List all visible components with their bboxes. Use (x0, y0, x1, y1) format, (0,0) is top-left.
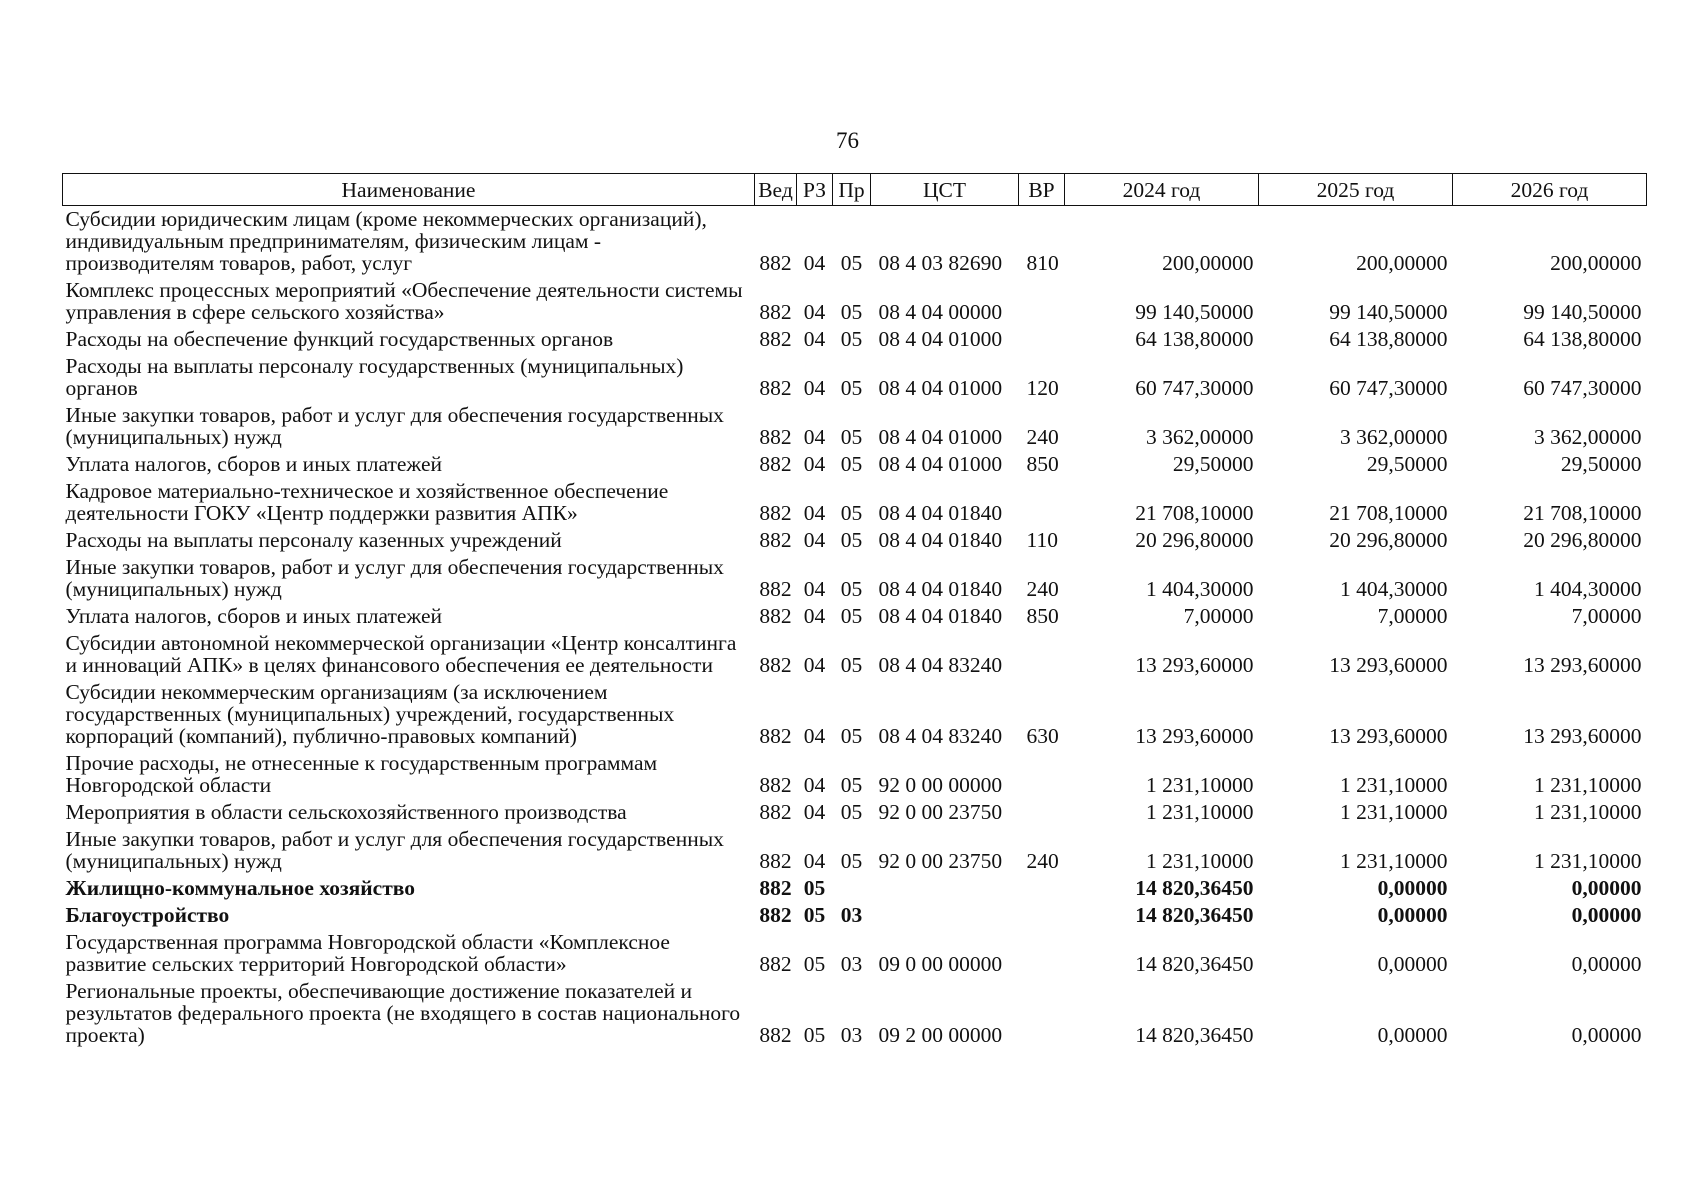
cell-rz: 04 (803, 604, 826, 628)
header-rz: РЗ (797, 174, 833, 206)
cell-y2025: 60 747,30000 (1329, 376, 1448, 400)
cell-cst: 08 4 04 00000 (878, 300, 1003, 324)
cell-ved: 882 (759, 501, 792, 525)
cell-y2026: 1 231,10000 (1534, 773, 1642, 797)
cell-cst: 08 4 03 82690 (878, 251, 1003, 275)
cell-ved: 882 (759, 724, 792, 748)
table-row (63, 206, 1647, 278)
table-row (63, 527, 1647, 554)
cell-vr: 810 (1026, 251, 1059, 275)
cell-y2026: 60 747,30000 (1523, 376, 1642, 400)
cell-y2026: 0,00000 (1571, 1023, 1642, 1047)
cell-cst: 08 4 04 01000 (878, 425, 1003, 449)
table-row (63, 902, 1647, 929)
cell-name: Расходы на выплаты персоналу государственных (муниципальных) органов (65, 354, 684, 400)
cell-y2026: 13 293,60000 (1523, 653, 1642, 677)
cell-ved: 882 (759, 300, 792, 324)
cell-name: Комплекс процессных мероприятий «Обеспечение деятельности системы управления в сфере сельского хозяйства» (65, 278, 743, 324)
budget-table (62, 173, 1647, 1049)
cell-name: Жилищно-коммунальное хозяйство (65, 876, 416, 900)
cell-rz: 05 (803, 1023, 826, 1047)
page-number: 76 (836, 128, 859, 153)
cell-ved: 882 (759, 876, 792, 900)
table-row (63, 277, 1647, 326)
cell-vr (1019, 630, 1065, 679)
table-row (63, 630, 1647, 679)
cell-cst: 08 4 04 01840 (878, 501, 1003, 525)
cell-ved: 882 (759, 528, 792, 552)
cell-y2025: 29,50000 (1366, 452, 1448, 476)
header-name: Наименование (63, 174, 755, 206)
cell-vr (1019, 750, 1065, 799)
cell-name: Уплата налогов, сборов и иных платежей (65, 452, 443, 476)
cell-y2024: 1 231,10000 (1146, 800, 1254, 824)
cell-y2026: 1 231,10000 (1534, 849, 1642, 873)
cell-rz: 05 (803, 903, 826, 927)
cell-pr: 05 (840, 425, 863, 449)
cell-name: Субсидии некоммерческим организациям (за исключением государственных (муниципальных) учреждений, государственных корпораций (компаний), публично-правовых компаний) (65, 680, 675, 748)
cell-cst: 08 4 04 01000 (878, 452, 1003, 476)
cell-pr: 05 (840, 300, 863, 324)
cell-y2024: 200,00000 (1162, 251, 1254, 275)
cell-pr: 05 (840, 528, 863, 552)
cell-name: Государственная программа Новгородской области «Комплексное развитие сельских территорий Новгородской области» (65, 930, 670, 976)
header-pr: Пр (833, 174, 871, 206)
cell-y2025: 0,00000 (1377, 903, 1448, 927)
cell-y2024: 13 293,60000 (1135, 724, 1254, 748)
cell-rz: 04 (803, 773, 826, 797)
cell-ved: 882 (759, 577, 792, 601)
cell-y2026: 3 362,00000 (1534, 425, 1642, 449)
cell-vr (1019, 326, 1065, 353)
cell-ved: 882 (759, 952, 792, 976)
table-row (63, 353, 1647, 402)
cell-y2025: 1 404,30000 (1340, 577, 1448, 601)
cell-ved: 882 (759, 376, 792, 400)
cell-y2024: 14 820,36450 (1135, 952, 1254, 976)
cell-pr: 05 (840, 849, 863, 873)
cell-rz: 04 (803, 528, 826, 552)
cell-ved: 882 (759, 773, 792, 797)
table-row (63, 451, 1647, 478)
cell-y2026: 29,50000 (1560, 452, 1642, 476)
cell-pr: 05 (840, 376, 863, 400)
cell-name: Иные закупки товаров, работ и услуг для обеспечения государственных (муниципальных) нужд (65, 403, 724, 449)
cell-pr: 05 (840, 501, 863, 525)
cell-vr (1019, 799, 1065, 826)
cell-y2025: 1 231,10000 (1340, 800, 1448, 824)
cell-y2025: 0,00000 (1377, 952, 1448, 976)
cell-y2025: 3 362,00000 (1340, 425, 1448, 449)
cell-name: Иные закупки товаров, работ и услуг для обеспечения государственных (муниципальных) нужд (65, 555, 724, 601)
cell-ved: 882 (759, 653, 792, 677)
cell-rz: 04 (803, 376, 826, 400)
cell-rz: 04 (803, 425, 826, 449)
cell-vr (1019, 478, 1065, 527)
table-row (63, 402, 1647, 451)
table-header (63, 174, 1647, 206)
cell-cst: 92 0 00 23750 (878, 849, 1003, 873)
cell-y2026: 1 231,10000 (1534, 800, 1642, 824)
cell-y2026: 1 404,30000 (1534, 577, 1642, 601)
cell-y2024: 3 362,00000 (1146, 425, 1254, 449)
cell-cst: 08 4 04 83240 (878, 653, 1003, 677)
cell-y2025: 1 231,10000 (1340, 773, 1448, 797)
cell-y2026: 99 140,50000 (1523, 300, 1642, 324)
cell-cst: 09 2 00 00000 (878, 1023, 1003, 1047)
cell-vr: 240 (1026, 849, 1059, 873)
cell-vr (1019, 902, 1065, 929)
cell-y2026: 0,00000 (1571, 952, 1642, 976)
cell-cst: 08 4 04 83240 (878, 724, 1003, 748)
cell-rz: 04 (803, 452, 826, 476)
cell-name: Субсидии автономной некоммерческой организации «Центр консалтинга и инноваций АПК» в целях финансового обеспечения ее деятельности (65, 631, 737, 677)
table-row (63, 750, 1647, 799)
cell-ved: 882 (759, 452, 792, 476)
cell-name: Уплата налогов, сборов и иных платежей (65, 604, 443, 628)
cell-name: Субсидии юридическим лицам (кроме некоммерческих организаций), индивидуальным предпринимателям, физическим лицам - производителям товаров, работ, услуг (65, 207, 707, 275)
cell-vr: 630 (1026, 724, 1059, 748)
cell-y2024: 1 404,30000 (1146, 577, 1254, 601)
cell-rz: 04 (803, 327, 826, 351)
table-row (63, 799, 1647, 826)
cell-vr (1019, 875, 1065, 902)
cell-y2025: 13 293,60000 (1329, 724, 1448, 748)
cell-pr: 05 (840, 452, 863, 476)
cell-y2026: 20 296,80000 (1523, 528, 1642, 552)
cell-name: Мероприятия в области сельскохозяйственного производства (65, 800, 627, 824)
cell-cst: 08 4 04 01840 (878, 577, 1003, 601)
cell-ved: 882 (759, 604, 792, 628)
cell-rz: 05 (803, 952, 826, 976)
cell-y2025: 13 293,60000 (1329, 653, 1448, 677)
cell-pr: 05 (840, 327, 863, 351)
cell-name: Региональные проекты, обеспечивающие достижение показателей и результатов федерального проекта (не входящего в состав национального проекта) (65, 979, 741, 1047)
cell-y2026: 0,00000 (1571, 903, 1642, 927)
cell-y2024: 14 820,36450 (1135, 876, 1254, 900)
header-2026: 2026 год (1453, 174, 1647, 206)
cell-pr: 05 (840, 577, 863, 601)
cell-name: Кадровое материально-техническое и хозяйственное обеспечение деятельности ГОКУ «Центр поддержки развития АПК» (65, 479, 669, 525)
cell-pr (833, 875, 871, 902)
header-ved: Вед (755, 174, 797, 206)
cell-y2024: 14 820,36450 (1135, 903, 1254, 927)
cell-y2025: 0,00000 (1377, 876, 1448, 900)
cell-y2026: 13 293,60000 (1523, 724, 1642, 748)
cell-y2025: 64 138,80000 (1329, 327, 1448, 351)
cell-vr: 850 (1026, 452, 1059, 476)
cell-y2024: 60 747,30000 (1135, 376, 1254, 400)
cell-y2026: 7,00000 (1571, 604, 1642, 628)
cell-y2024: 21 708,10000 (1135, 501, 1254, 525)
cell-pr: 03 (840, 1023, 863, 1047)
cell-pr: 05 (840, 773, 863, 797)
cell-y2025: 200,00000 (1356, 251, 1448, 275)
cell-y2024: 1 231,10000 (1146, 849, 1254, 873)
cell-name: Иные закупки товаров, работ и услуг для обеспечения государственных (муниципальных) нужд (65, 827, 724, 873)
cell-y2026: 0,00000 (1571, 876, 1642, 900)
cell-pr: 05 (840, 251, 863, 275)
cell-vr: 110 (1026, 528, 1058, 552)
cell-y2025: 99 140,50000 (1329, 300, 1448, 324)
header-cst: ЦСТ (871, 174, 1019, 206)
cell-y2024: 99 140,50000 (1135, 300, 1254, 324)
table-row (63, 679, 1647, 750)
cell-ved: 882 (759, 903, 792, 927)
cell-y2024: 14 820,36450 (1135, 1023, 1254, 1047)
cell-rz: 04 (803, 251, 826, 275)
cell-vr (1019, 978, 1065, 1049)
cell-pr: 05 (840, 653, 863, 677)
table-row (63, 478, 1647, 527)
cell-y2025: 21 708,10000 (1329, 501, 1448, 525)
cell-rz: 04 (803, 653, 826, 677)
cell-name: Расходы на выплаты персоналу казенных учреждений (65, 528, 562, 552)
cell-pr: 05 (840, 724, 863, 748)
cell-vr: 120 (1026, 376, 1059, 400)
cell-cst (871, 902, 1019, 929)
cell-ved: 882 (759, 425, 792, 449)
cell-ved: 882 (759, 1023, 792, 1047)
cell-y2025: 0,00000 (1377, 1023, 1448, 1047)
header-2025: 2025 год (1259, 174, 1453, 206)
cell-y2026: 64 138,80000 (1523, 327, 1642, 351)
cell-cst: 08 4 04 01840 (878, 528, 1003, 552)
cell-cst (871, 875, 1019, 902)
cell-vr: 850 (1026, 604, 1059, 628)
cell-y2024: 7,00000 (1183, 604, 1254, 628)
cell-name: Благоустройство (65, 903, 230, 927)
cell-rz: 05 (803, 876, 826, 900)
cell-pr: 03 (840, 952, 863, 976)
cell-y2025: 1 231,10000 (1340, 849, 1448, 873)
cell-ved: 882 (759, 849, 792, 873)
cell-y2024: 20 296,80000 (1135, 528, 1254, 552)
header-2024: 2024 год (1065, 174, 1259, 206)
cell-rz: 04 (803, 724, 826, 748)
cell-cst: 08 4 04 01000 (878, 376, 1003, 400)
cell-pr: 03 (840, 903, 863, 927)
cell-pr: 05 (840, 800, 863, 824)
cell-y2025: 7,00000 (1377, 604, 1448, 628)
table-body (63, 206, 1647, 1050)
cell-rz: 04 (803, 501, 826, 525)
table-row (63, 826, 1647, 875)
table-row (63, 326, 1647, 353)
cell-cst: 08 4 04 01000 (878, 327, 1003, 351)
cell-vr: 240 (1026, 425, 1059, 449)
cell-y2026: 21 708,10000 (1523, 501, 1642, 525)
table-row (63, 603, 1647, 630)
table-row (63, 875, 1647, 902)
cell-ved: 882 (759, 800, 792, 824)
cell-vr (1019, 277, 1065, 326)
cell-pr: 05 (840, 604, 863, 628)
cell-name: Расходы на обеспечение функций государственных органов (65, 327, 614, 351)
cell-rz: 04 (803, 577, 826, 601)
cell-vr (1019, 929, 1065, 978)
cell-ved: 882 (759, 251, 792, 275)
cell-rz: 04 (803, 800, 826, 824)
header-vr: ВР (1019, 174, 1065, 206)
cell-y2024: 64 138,80000 (1135, 327, 1254, 351)
cell-rz: 04 (803, 849, 826, 873)
cell-y2024: 29,50000 (1172, 452, 1254, 476)
cell-cst: 08 4 04 01840 (878, 604, 1003, 628)
cell-vr: 240 (1026, 577, 1059, 601)
cell-name: Прочие расходы, не отнесенные к государственным программам Новгородской области (65, 751, 658, 797)
cell-y2024: 13 293,60000 (1135, 653, 1254, 677)
cell-y2026: 200,00000 (1550, 251, 1642, 275)
cell-y2024: 1 231,10000 (1146, 773, 1254, 797)
cell-y2025: 20 296,80000 (1329, 528, 1448, 552)
table-row (63, 929, 1647, 978)
cell-ved: 882 (759, 327, 792, 351)
table-row (63, 978, 1647, 1049)
cell-rz: 04 (803, 300, 826, 324)
table-row (63, 554, 1647, 603)
cell-cst: 92 0 00 00000 (878, 773, 1003, 797)
cell-cst: 09 0 00 00000 (878, 952, 1003, 976)
cell-cst: 92 0 00 23750 (878, 800, 1003, 824)
